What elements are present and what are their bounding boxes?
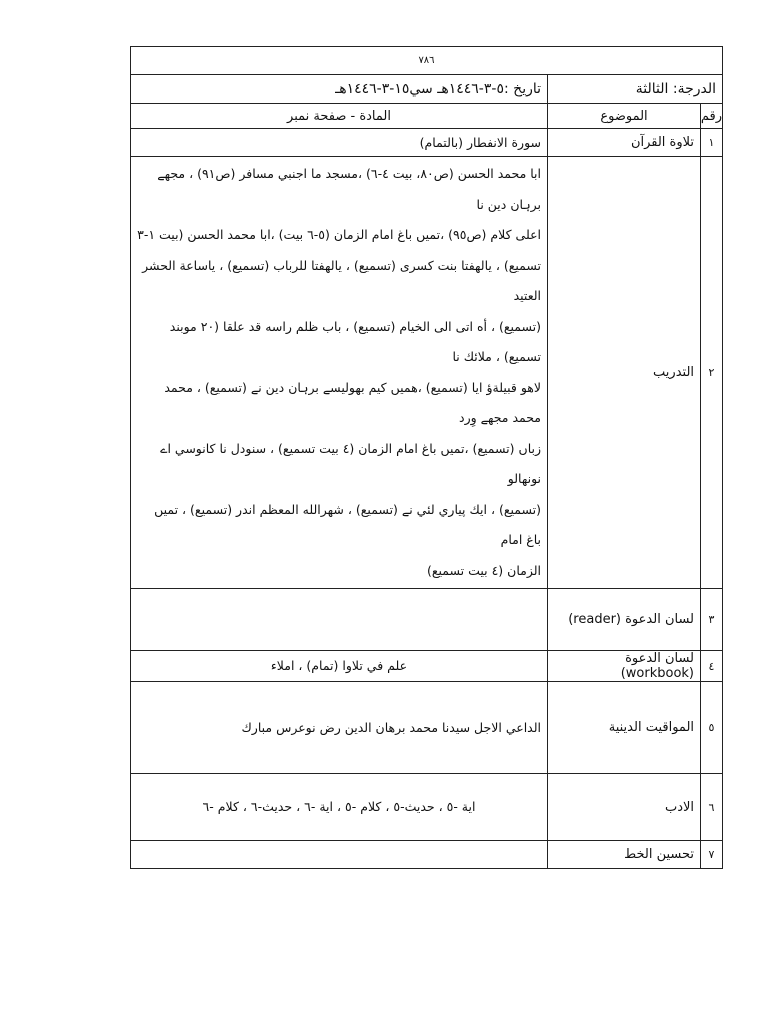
- row-number: ١: [701, 129, 723, 157]
- row-number: ٧: [701, 841, 723, 869]
- content-line: الزمان (٤ بيت تسميع): [426, 562, 542, 578]
- content-line: سورة الانفطار (بالتمام): [419, 134, 542, 150]
- row-subject: المواقيت الدينية: [548, 682, 701, 774]
- top-number: ٧٨٦: [131, 47, 723, 75]
- row-content: [131, 651, 548, 682]
- content-line: ابا محمد الحسن (ص٨٠، بيت ٤-٦) ،مسجد ما اجنبي مسافر (ص٩١) ، مجھے برہان دين نا: [157, 166, 542, 212]
- row-content: [131, 682, 548, 774]
- column-header-content: المادة - صفحة نمبر: [131, 104, 548, 129]
- content-line: لاهو قبيلةؤ ايا (تسميع) ،هميں كيم بهوليسے برہان دين نے (تسميع) ، محمد محمد مجھے وِرد: [164, 379, 542, 425]
- table-row: [131, 774, 723, 841]
- table-row: [131, 841, 723, 869]
- content-line: (تسميع) ، ايك پياري لئي نے (تسميع) ، شهرالله المعظم اندر (تسميع) ، تميں باغ امام: [154, 501, 542, 547]
- row-content: [131, 774, 548, 841]
- column-header-subject: الموضوع: [548, 104, 701, 129]
- row-content: [131, 129, 548, 157]
- table-row: [131, 682, 723, 774]
- row-number: ٢: [701, 157, 723, 589]
- grade-date-row: [131, 75, 723, 104]
- row-content: [131, 841, 548, 869]
- content-line: زباں (تسميع) ،تميں باغ امام الزمان (٤ بيت تسميع) ، سنودل نا كانوسي اے نونهالو: [160, 440, 542, 486]
- row-subject-english: (reader): [568, 612, 621, 627]
- row-subject: [548, 589, 701, 651]
- column-header-number: رقم: [701, 104, 723, 129]
- table-row: [131, 129, 723, 157]
- content-line: اعلى كلام (ص٩٥) ،تميں باغ امام الزمان (٥-٦ بيت) ،ابا محمد الحسن (بيت ١-٣: [137, 227, 542, 242]
- row-number: ٤: [701, 651, 723, 682]
- row-number: ٥: [701, 682, 723, 774]
- row-content: [131, 157, 548, 589]
- grade-label: الدرجة: الثالثة: [548, 75, 723, 104]
- top-number-row: [131, 47, 723, 75]
- content-line: تسميع) ، يالهفتا بنت كسرى (تسميع) ، يالهفتا للرباب (تسميع) ، ياساعة الحشر العتيد: [142, 257, 542, 303]
- row-subject: التدريب: [548, 157, 701, 589]
- row-subject-english: (workbook): [620, 666, 695, 681]
- row-content: [131, 589, 548, 651]
- row-subject-arabic: لسان الدعوة: [625, 651, 695, 666]
- content-line: علم في تلاوا (تمام) ، املاء: [270, 658, 408, 673]
- row-number: ٦: [701, 774, 723, 841]
- content-line: اية -٥ ، حديث-٥ ، كلام -٥ ، اية -٦ ، حديث-٦ ، كلام -٦: [202, 799, 476, 814]
- table-row: [131, 651, 723, 682]
- content-line: (تسميع) ، أه اتى الى الخيام (تسميع) ، باب ظلم راسه قد علقا (٢٠ موبند تسميع) ، ملائك نا: [169, 318, 542, 364]
- row-number: ٣: [701, 589, 723, 651]
- row-subject: تحسين الخط: [548, 841, 701, 869]
- date-label: تاريخ :٥-٣-١٤٤٦هـ سي١٥-٣-١٤٤٦هـ: [131, 75, 548, 104]
- table-row: [131, 589, 723, 651]
- row-subject: [548, 651, 701, 682]
- lesson-plan-table: [130, 46, 723, 869]
- content-line: الداعي الاجل سيدنا محمد برهان الدين رض نوعرس مبارك: [241, 719, 542, 735]
- row-subject-arabic: لسان الدعوة: [625, 612, 695, 627]
- column-header-row: [131, 104, 723, 129]
- lesson-plan-sheet: [130, 46, 722, 869]
- table-row: [131, 157, 723, 589]
- row-subject: الادب: [548, 774, 701, 841]
- row-subject: تلاوة القرآن: [548, 129, 701, 157]
